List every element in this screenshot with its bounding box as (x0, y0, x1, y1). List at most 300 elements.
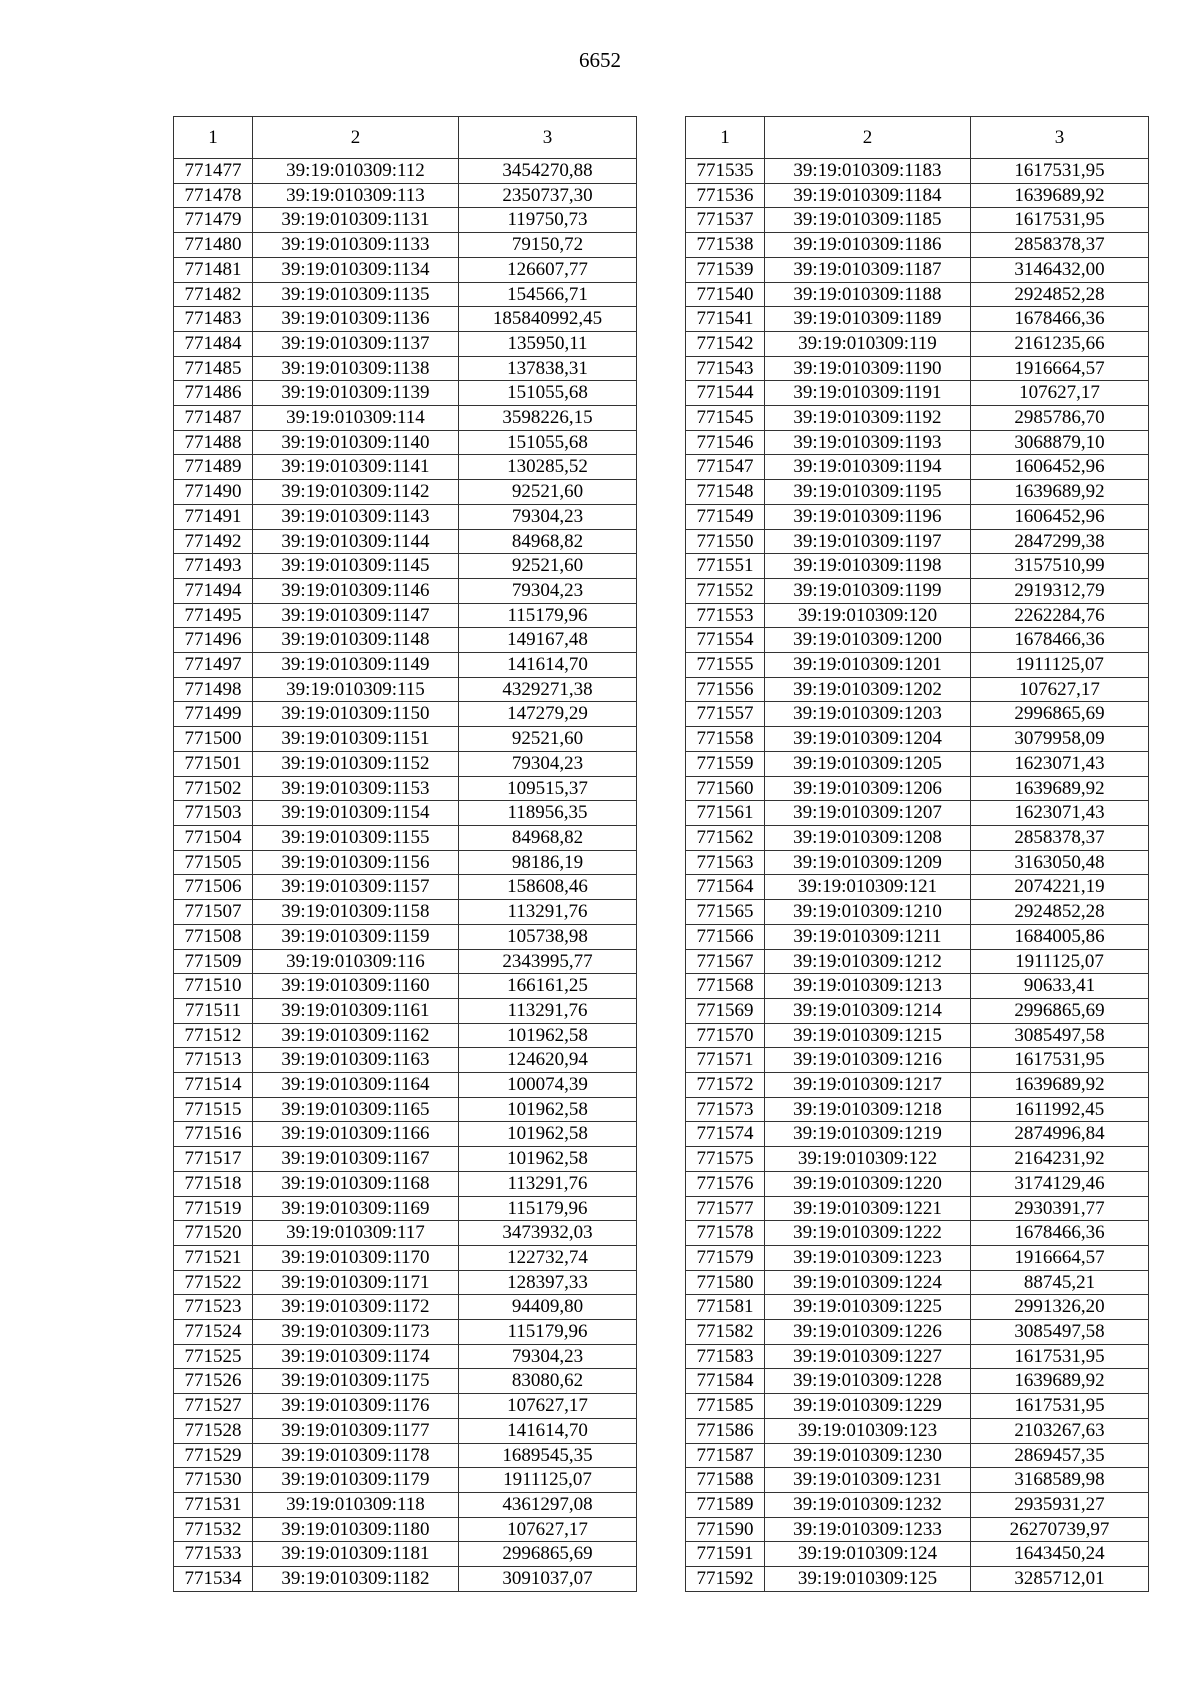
cadastral-number-cell: 39:19:010309:1179 (253, 1468, 459, 1493)
cadastral-number-cell: 39:19:010309:1168 (253, 1171, 459, 1196)
table-row (174, 1320, 637, 1345)
table-row (686, 1073, 1149, 1098)
cadastral-number-cell: 39:19:010309:1149 (253, 653, 459, 678)
cadastral-number-cell: 39:19:010309:1134 (253, 257, 459, 282)
value-cell: 3454270,88 (459, 159, 637, 184)
cadastral-number-cell: 39:19:010309:1180 (253, 1517, 459, 1542)
cadastral-number-cell: 39:19:010309:1193 (765, 430, 971, 455)
value-cell: 105738,98 (459, 924, 637, 949)
table-row (174, 1245, 637, 1270)
value-cell: 2924852,28 (971, 282, 1149, 307)
table-row (174, 356, 637, 381)
table-row (686, 529, 1149, 554)
table-row (174, 1443, 637, 1468)
value-cell: 1678466,36 (971, 628, 1149, 653)
value-cell: 107627,17 (459, 1517, 637, 1542)
table-row (174, 406, 637, 431)
value-cell: 84968,82 (459, 825, 637, 850)
row-number-cell: 771520 (174, 1221, 253, 1246)
table-row (686, 628, 1149, 653)
cadastral-number-cell: 39:19:010309:1216 (765, 1048, 971, 1073)
table-row (686, 974, 1149, 999)
row-number-cell: 771561 (686, 801, 765, 826)
row-number-cell: 771506 (174, 875, 253, 900)
value-cell: 79150,72 (459, 233, 637, 258)
value-cell: 130285,52 (459, 455, 637, 480)
cadastral-number-cell: 39:19:010309:1207 (765, 801, 971, 826)
row-number-cell: 771588 (686, 1468, 765, 1493)
value-cell: 113291,76 (459, 1171, 637, 1196)
cadastral-number-cell: 39:19:010309:1226 (765, 1320, 971, 1345)
table-row (174, 1418, 637, 1443)
value-cell: 3285712,01 (971, 1567, 1149, 1592)
cadastral-number-cell: 39:19:010309:1162 (253, 1023, 459, 1048)
value-cell: 118956,35 (459, 801, 637, 826)
row-number-cell: 771511 (174, 998, 253, 1023)
value-cell: 1689545,35 (459, 1443, 637, 1468)
column-header: 3 (459, 117, 637, 159)
table-row (174, 183, 637, 208)
value-cell: 2262284,76 (971, 603, 1149, 628)
value-cell: 1639689,92 (971, 183, 1149, 208)
row-number-cell: 771488 (174, 430, 253, 455)
cadastral-number-cell: 39:19:010309:1186 (765, 233, 971, 258)
value-cell: 3174129,46 (971, 1171, 1149, 1196)
cadastral-number-cell: 39:19:010309:1165 (253, 1097, 459, 1122)
row-number-cell: 771586 (686, 1418, 765, 1443)
table-row (686, 1245, 1149, 1270)
table-row (686, 924, 1149, 949)
value-cell: 2343995,77 (459, 949, 637, 974)
table-row (686, 1542, 1149, 1567)
value-cell: 1617531,95 (971, 208, 1149, 233)
value-cell: 84968,82 (459, 529, 637, 554)
value-cell: 2847299,38 (971, 529, 1149, 554)
row-number-cell: 771496 (174, 628, 253, 653)
row-number-cell: 771483 (174, 307, 253, 332)
value-cell: 2991326,20 (971, 1295, 1149, 1320)
value-cell: 4329271,38 (459, 677, 637, 702)
cadastral-number-cell: 39:19:010309:1152 (253, 751, 459, 776)
cadastral-number-cell: 39:19:010309:1204 (765, 727, 971, 752)
cadastral-number-cell: 39:19:010309:1142 (253, 480, 459, 505)
row-number-cell: 771569 (686, 998, 765, 1023)
cadastral-number-cell: 39:19:010309:1167 (253, 1147, 459, 1172)
page-number: 6652 (579, 48, 621, 72)
table-row (174, 677, 637, 702)
value-cell: 3085497,58 (971, 1320, 1149, 1345)
value-cell: 115179,96 (459, 1196, 637, 1221)
row-number-cell: 771525 (174, 1344, 253, 1369)
cadastral-number-cell: 39:19:010309:1139 (253, 381, 459, 406)
value-cell: 2350737,30 (459, 183, 637, 208)
table-row (686, 603, 1149, 628)
table-row (686, 1443, 1149, 1468)
table-row (686, 430, 1149, 455)
table-row (686, 1517, 1149, 1542)
value-cell: 4361297,08 (459, 1492, 637, 1517)
table-row (174, 1468, 637, 1493)
table-row (686, 1567, 1149, 1592)
row-number-cell: 771546 (686, 430, 765, 455)
row-number-cell: 771501 (174, 751, 253, 776)
row-number-cell: 771499 (174, 702, 253, 727)
value-cell: 3068879,10 (971, 430, 1149, 455)
cadastral-number-cell: 39:19:010309:1176 (253, 1394, 459, 1419)
table-row (174, 159, 637, 184)
value-cell: 2858378,37 (971, 825, 1149, 850)
cadastral-number-cell: 39:19:010309:1174 (253, 1344, 459, 1369)
table-row (174, 1122, 637, 1147)
table-row (686, 578, 1149, 603)
row-number-cell: 771481 (174, 257, 253, 282)
value-cell: 137838,31 (459, 356, 637, 381)
table-row (686, 751, 1149, 776)
table-row (686, 1048, 1149, 1073)
row-number-cell: 771562 (686, 825, 765, 850)
cadastral-number-cell: 39:19:010309:1202 (765, 677, 971, 702)
cadastral-number-cell: 39:19:010309:1188 (765, 282, 971, 307)
cadastral-number-cell: 39:19:010309:1183 (765, 159, 971, 184)
row-number-cell: 771480 (174, 233, 253, 258)
row-number-cell: 771557 (686, 702, 765, 727)
cadastral-number-cell: 39:19:010309:1157 (253, 875, 459, 900)
cadastral-number-cell: 39:19:010309:1146 (253, 578, 459, 603)
row-number-cell: 771492 (174, 529, 253, 554)
row-number-cell: 771495 (174, 603, 253, 628)
table-row (686, 1394, 1149, 1419)
cadastral-number-cell: 39:19:010309:120 (765, 603, 971, 628)
cadastral-number-cell: 39:19:010309:1171 (253, 1270, 459, 1295)
table-row (686, 159, 1149, 184)
value-cell: 107627,17 (459, 1394, 637, 1419)
table-row (686, 480, 1149, 505)
row-number-cell: 771591 (686, 1542, 765, 1567)
row-number-cell: 771567 (686, 949, 765, 974)
table-row (174, 776, 637, 801)
row-number-cell: 771547 (686, 455, 765, 480)
cadastral-number-cell: 39:19:010309:1228 (765, 1369, 971, 1394)
value-cell: 92521,60 (459, 480, 637, 505)
table-row (686, 554, 1149, 579)
row-number-cell: 771582 (686, 1320, 765, 1345)
row-number-cell: 771565 (686, 900, 765, 925)
row-number-cell: 771526 (174, 1369, 253, 1394)
row-number-cell: 771550 (686, 529, 765, 554)
row-number-cell: 771518 (174, 1171, 253, 1196)
value-cell: 79304,23 (459, 751, 637, 776)
value-cell: 1639689,92 (971, 1073, 1149, 1098)
table-row (174, 554, 637, 579)
value-cell: 100074,39 (459, 1073, 637, 1098)
row-number-cell: 771503 (174, 801, 253, 826)
row-number-cell: 771528 (174, 1418, 253, 1443)
value-cell: 3598226,15 (459, 406, 637, 431)
row-number-cell: 771535 (686, 159, 765, 184)
table-row (686, 825, 1149, 850)
row-number-cell: 771521 (174, 1245, 253, 1270)
value-cell: 1911125,07 (971, 949, 1149, 974)
value-cell: 2869457,35 (971, 1443, 1149, 1468)
cadastral-number-cell: 39:19:010309:1151 (253, 727, 459, 752)
table-row (174, 1295, 637, 1320)
row-number-cell: 771478 (174, 183, 253, 208)
cadastral-number-cell: 39:19:010309:1156 (253, 850, 459, 875)
table-row (174, 603, 637, 628)
cadastral-number-cell: 39:19:010309:1205 (765, 751, 971, 776)
row-number-cell: 771571 (686, 1048, 765, 1073)
value-cell: 3163050,48 (971, 850, 1149, 875)
table-row (174, 1147, 637, 1172)
cadastral-number-cell: 39:19:010309:112 (253, 159, 459, 184)
row-number-cell: 771539 (686, 257, 765, 282)
row-number-cell: 771510 (174, 974, 253, 999)
cadastral-number-cell: 39:19:010309:1155 (253, 825, 459, 850)
value-cell: 26270739,97 (971, 1517, 1149, 1542)
value-cell: 3091037,07 (459, 1567, 637, 1592)
value-cell: 1606452,96 (971, 455, 1149, 480)
cadastral-number-cell: 39:19:010309:1194 (765, 455, 971, 480)
value-cell: 3085497,58 (971, 1023, 1149, 1048)
value-cell: 107627,17 (971, 677, 1149, 702)
column-header: 2 (765, 117, 971, 159)
row-number-cell: 771533 (174, 1542, 253, 1567)
row-number-cell: 771486 (174, 381, 253, 406)
cadastral-number-cell: 39:19:010309:1212 (765, 949, 971, 974)
value-cell: 88745,21 (971, 1270, 1149, 1295)
cadastral-number-cell: 39:19:010309:1192 (765, 406, 971, 431)
value-cell: 1611992,45 (971, 1097, 1149, 1122)
table-row (174, 1023, 637, 1048)
value-cell: 2919312,79 (971, 578, 1149, 603)
cadastral-number-cell: 39:19:010309:115 (253, 677, 459, 702)
row-number-cell: 771519 (174, 1196, 253, 1221)
row-number-cell: 771490 (174, 480, 253, 505)
value-cell: 1617531,95 (971, 1394, 1149, 1419)
row-number-cell: 771542 (686, 331, 765, 356)
value-cell: 1916664,57 (971, 356, 1149, 381)
row-number-cell: 771484 (174, 331, 253, 356)
cadastral-number-cell: 39:19:010309:1203 (765, 702, 971, 727)
value-cell: 1617531,95 (971, 1048, 1149, 1073)
table-row (174, 924, 637, 949)
cadastral-number-cell: 39:19:010309:1218 (765, 1097, 971, 1122)
row-number-cell: 771579 (686, 1245, 765, 1270)
table-row (686, 307, 1149, 332)
table-row (174, 1517, 637, 1542)
value-cell: 109515,37 (459, 776, 637, 801)
cadastral-number-cell: 39:19:010309:116 (253, 949, 459, 974)
table-row (174, 1221, 637, 1246)
value-cell: 2874996,84 (971, 1122, 1149, 1147)
value-cell: 1606452,96 (971, 504, 1149, 529)
value-cell: 92521,60 (459, 554, 637, 579)
table-row (174, 751, 637, 776)
row-number-cell: 771578 (686, 1221, 765, 1246)
value-cell: 154566,71 (459, 282, 637, 307)
table-row (174, 1097, 637, 1122)
cadastral-number-cell: 39:19:010309:1164 (253, 1073, 459, 1098)
cadastral-number-cell: 39:19:010309:124 (765, 1542, 971, 1567)
cadastral-number-cell: 39:19:010309:1215 (765, 1023, 971, 1048)
value-cell: 1639689,92 (971, 1369, 1149, 1394)
table-row (686, 1097, 1149, 1122)
value-cell: 151055,68 (459, 381, 637, 406)
table-row (174, 998, 637, 1023)
cadastral-number-cell: 39:19:010309:1189 (765, 307, 971, 332)
table-row (174, 504, 637, 529)
table-row (174, 1369, 637, 1394)
row-number-cell: 771540 (686, 282, 765, 307)
cadastral-number-cell: 39:19:010309:1225 (765, 1295, 971, 1320)
row-number-cell: 771504 (174, 825, 253, 850)
value-cell: 98186,19 (459, 850, 637, 875)
row-number-cell: 771555 (686, 653, 765, 678)
table-row (686, 233, 1149, 258)
table-row (686, 1492, 1149, 1517)
value-cell: 2930391,77 (971, 1196, 1149, 1221)
value-cell: 2996865,69 (971, 998, 1149, 1023)
table-row (174, 1073, 637, 1098)
cadastral-number-cell: 39:19:010309:1169 (253, 1196, 459, 1221)
row-number-cell: 771524 (174, 1320, 253, 1345)
table-row (686, 998, 1149, 1023)
table-row (686, 1147, 1149, 1172)
row-number-cell: 771548 (686, 480, 765, 505)
row-number-cell: 771482 (174, 282, 253, 307)
cadastral-number-cell: 39:19:010309:1144 (253, 529, 459, 554)
table-row (686, 1344, 1149, 1369)
value-cell: 149167,48 (459, 628, 637, 653)
table-row (686, 1418, 1149, 1443)
cadastral-number-cell: 39:19:010309:1138 (253, 356, 459, 381)
row-number-cell: 771559 (686, 751, 765, 776)
row-number-cell: 771479 (174, 208, 253, 233)
value-cell: 79304,23 (459, 578, 637, 603)
table-row (686, 1270, 1149, 1295)
value-cell: 92521,60 (459, 727, 637, 752)
value-cell: 101962,58 (459, 1097, 637, 1122)
row-number-cell: 771592 (686, 1567, 765, 1592)
value-cell: 2074221,19 (971, 875, 1149, 900)
table-row (686, 1196, 1149, 1221)
value-cell: 124620,94 (459, 1048, 637, 1073)
cadastral-number-cell: 39:19:010309:1159 (253, 924, 459, 949)
row-number-cell: 771584 (686, 1369, 765, 1394)
column-header: 2 (253, 117, 459, 159)
cadastral-number-cell: 39:19:010309:1197 (765, 529, 971, 554)
table-row (686, 776, 1149, 801)
row-number-cell: 771574 (686, 1122, 765, 1147)
table-row (174, 257, 637, 282)
row-number-cell: 771568 (686, 974, 765, 999)
row-number-cell: 771497 (174, 653, 253, 678)
cadastral-number-cell: 39:19:010309:1161 (253, 998, 459, 1023)
table-row (686, 801, 1149, 826)
cadastral-number-cell: 39:19:010309:1196 (765, 504, 971, 529)
table-row (686, 677, 1149, 702)
cadastral-number-cell: 39:19:010309:1170 (253, 1245, 459, 1270)
value-cell: 135950,11 (459, 331, 637, 356)
cadastral-number-cell: 39:19:010309:1184 (765, 183, 971, 208)
table-row (686, 1369, 1149, 1394)
table-row (686, 381, 1149, 406)
row-number-cell: 771577 (686, 1196, 765, 1221)
cadastral-number-cell: 39:19:010309:1191 (765, 381, 971, 406)
table-row (686, 727, 1149, 752)
table-row (686, 1171, 1149, 1196)
cadastral-number-cell: 39:19:010309:123 (765, 1418, 971, 1443)
value-cell: 1643450,24 (971, 1542, 1149, 1567)
table-row (686, 1122, 1149, 1147)
table-row (174, 381, 637, 406)
cadastral-number-cell: 39:19:010309:1175 (253, 1369, 459, 1394)
table-row (686, 949, 1149, 974)
table-row (174, 1196, 637, 1221)
table-row (174, 233, 637, 258)
value-cell: 3157510,99 (971, 554, 1149, 579)
cadastral-number-cell: 39:19:010309:1220 (765, 1171, 971, 1196)
row-number-cell: 771553 (686, 603, 765, 628)
value-cell: 90633,41 (971, 974, 1149, 999)
value-cell: 126607,77 (459, 257, 637, 282)
table-row (174, 208, 637, 233)
table-row (686, 282, 1149, 307)
table-row (174, 1492, 637, 1517)
row-number-cell: 771563 (686, 850, 765, 875)
row-number-cell: 771529 (174, 1443, 253, 1468)
row-number-cell: 771581 (686, 1295, 765, 1320)
cadastral-number-cell: 39:19:010309:1199 (765, 578, 971, 603)
row-number-cell: 771514 (174, 1073, 253, 1098)
value-cell: 1617531,95 (971, 1344, 1149, 1369)
cadastral-number-cell: 39:19:010309:1172 (253, 1295, 459, 1320)
row-number-cell: 771564 (686, 875, 765, 900)
table-row (174, 529, 637, 554)
row-number-cell: 771523 (174, 1295, 253, 1320)
value-cell: 83080,62 (459, 1369, 637, 1394)
table-row (686, 331, 1149, 356)
cadastral-number-cell: 39:19:010309:1140 (253, 430, 459, 455)
row-number-cell: 771536 (686, 183, 765, 208)
table-row (174, 1048, 637, 1073)
value-cell: 79304,23 (459, 1344, 637, 1369)
value-cell: 101962,58 (459, 1122, 637, 1147)
row-number-cell: 771505 (174, 850, 253, 875)
row-number-cell: 771530 (174, 1468, 253, 1493)
cadastral-number-cell: 39:19:010309:1195 (765, 480, 971, 505)
cadastral-number-cell: 39:19:010309:1190 (765, 356, 971, 381)
cadastral-number-cell: 39:19:010309:1233 (765, 1517, 971, 1542)
table-row (174, 480, 637, 505)
table-row (174, 1542, 637, 1567)
value-cell: 166161,25 (459, 974, 637, 999)
row-number-cell: 771502 (174, 776, 253, 801)
row-number-cell: 771575 (686, 1147, 765, 1172)
value-cell: 122732,74 (459, 1245, 637, 1270)
row-number-cell: 771556 (686, 677, 765, 702)
table-row (686, 406, 1149, 431)
value-cell: 2935931,27 (971, 1492, 1149, 1517)
table-row (686, 702, 1149, 727)
row-number-cell: 771541 (686, 307, 765, 332)
cadastral-number-cell: 39:19:010309:1223 (765, 1245, 971, 1270)
data-table-right (685, 116, 1149, 1592)
row-number-cell: 771551 (686, 554, 765, 579)
table-row (174, 653, 637, 678)
value-cell: 1639689,92 (971, 480, 1149, 505)
table-row (174, 702, 637, 727)
